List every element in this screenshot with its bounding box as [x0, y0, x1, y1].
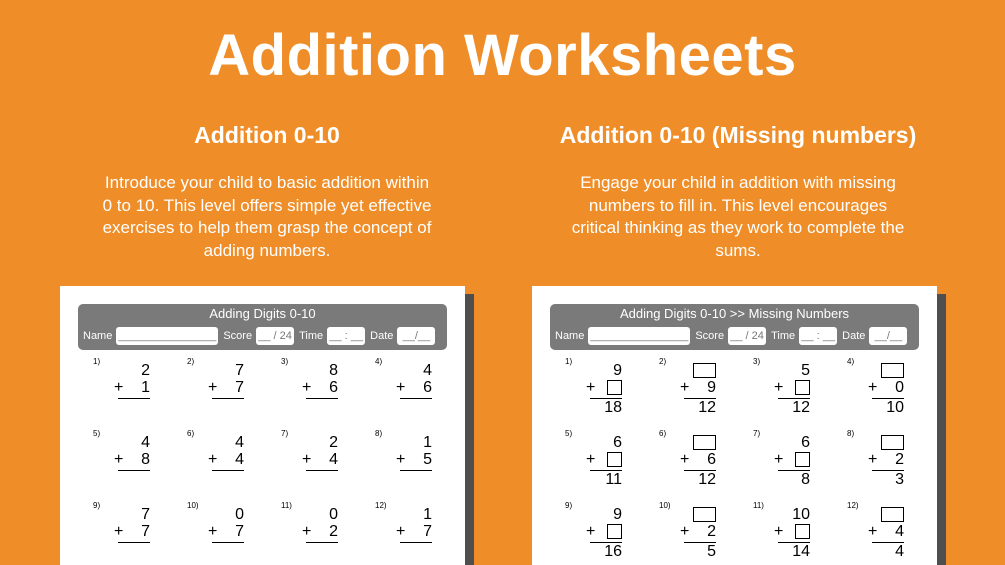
problem-item [174, 429, 262, 489]
problem-item [552, 357, 640, 417]
problem-number: 6) [187, 429, 195, 438]
right-desc-line: critical thinking as they work to complete the [571, 218, 905, 237]
problem-item [740, 429, 828, 489]
worksheet-header [550, 304, 919, 350]
problem-item [80, 357, 168, 417]
answer-line [118, 398, 150, 399]
problem-sum: 12 [698, 399, 716, 416]
plus-sign: + [396, 523, 406, 540]
problem-item [80, 501, 168, 561]
problem-addend-top: 0 [235, 506, 244, 523]
problem-item [834, 357, 922, 417]
problem-number: 11) [753, 501, 764, 510]
problem-item [268, 501, 356, 561]
problem-sum: 12 [792, 399, 810, 416]
problem-number: 7) [281, 429, 289, 438]
missing-number-box [607, 524, 622, 539]
problem-item [362, 429, 450, 489]
problem-item [174, 357, 262, 417]
left-desc-line: adding numbers. [203, 240, 331, 260]
problem-addend-bottom: 7 [235, 379, 244, 396]
problem-addend-bottom: 6 [707, 451, 716, 468]
right-desc-line: numbers to fill in. This level encourages [588, 195, 888, 215]
problem-number: 2) [659, 357, 667, 366]
problem-addend-bottom: 7 [141, 523, 150, 540]
problem-item [646, 501, 734, 561]
problem-number: 4) [375, 357, 383, 366]
worksheet-title: Adding Digits 0-10 >> Missing Numbers [619, 306, 850, 321]
problem-addend-bottom [607, 379, 622, 397]
missing-number-box [693, 507, 716, 522]
time-field: __ : __ [799, 327, 837, 345]
right-worksheet-preview[interactable] [532, 286, 937, 565]
answer-line [212, 398, 244, 399]
missing-number-box [693, 363, 716, 378]
problem-item [834, 429, 922, 489]
problem-item [268, 357, 356, 417]
plus-sign: + [868, 523, 878, 540]
problem-item [80, 429, 168, 489]
plus-sign: + [396, 379, 406, 396]
problem-addend-top [881, 362, 904, 380]
problem-number: 8) [847, 429, 855, 438]
plus-sign: + [208, 451, 218, 468]
plus-sign: + [302, 451, 312, 468]
plus-sign: + [114, 523, 124, 540]
problem-number: 4) [847, 357, 855, 366]
problem-addend-bottom: 0 [895, 379, 904, 396]
date-field: __/__ [397, 327, 435, 345]
problem-number: 6) [659, 429, 667, 438]
problem-number: 11) [281, 501, 292, 510]
problem-addend-bottom: 4 [235, 451, 244, 468]
problem-addend-top: 7 [235, 362, 244, 379]
problem-sum: 10 [886, 399, 904, 416]
right-desc-line: sums. [715, 240, 761, 260]
missing-number-box [607, 452, 622, 467]
score-field: __ / 24 [256, 327, 294, 345]
problem-addend-top: 1 [423, 434, 432, 451]
problem-addend-bottom: 8 [141, 451, 150, 468]
problem-addend-bottom: 4 [329, 451, 338, 468]
problem-sum: 12 [698, 471, 716, 488]
plus-sign: + [586, 379, 596, 396]
time-field: __ : __ [327, 327, 365, 345]
score-label: Score [695, 329, 725, 342]
problem-addend-bottom [795, 523, 810, 541]
left-worksheet-preview[interactable] [60, 286, 465, 565]
problem-addend-top: 10 [792, 506, 810, 523]
problem-addend-bottom: 2 [707, 523, 716, 540]
missing-number-box [881, 363, 904, 378]
answer-line [118, 542, 150, 543]
name-label: Name [83, 329, 113, 342]
right-heading: Addition 0-10 (Missing numbers) [559, 122, 917, 148]
problem-addend-bottom: 1 [141, 379, 150, 396]
problem-addend-bottom: 2 [329, 523, 338, 540]
answer-line [400, 398, 432, 399]
problem-addend-top: 7 [141, 506, 150, 523]
score-label: Score [223, 329, 253, 342]
plus-sign: + [302, 379, 312, 396]
problem-number: 1) [565, 357, 573, 366]
right-desc-line: Engage your child in addition with missing [580, 173, 896, 192]
problem-number: 9) [565, 501, 573, 510]
problem-sum: 5 [707, 543, 716, 560]
problem-addend-top: 0 [329, 506, 338, 523]
problem-number: 7) [753, 429, 761, 438]
plus-sign: + [586, 523, 596, 540]
left-heading: Addition 0-10 [194, 122, 340, 148]
problem-addend-top [693, 434, 716, 452]
missing-number-box [795, 380, 810, 395]
problem-sum: 8 [801, 471, 810, 488]
plus-sign: + [208, 379, 218, 396]
problem-item [174, 501, 262, 561]
worksheet-fields [83, 326, 440, 345]
problem-addend-top [693, 362, 716, 380]
plus-sign: + [302, 523, 312, 540]
problem-number: 9) [93, 501, 101, 510]
problem-addend-top: 1 [423, 506, 432, 523]
problem-addend-top: 2 [329, 434, 338, 451]
answer-line [400, 470, 432, 471]
date-field: __/__ [869, 327, 907, 345]
problem-number: 1) [93, 357, 101, 366]
problem-number: 10) [187, 501, 199, 510]
problem-number: 2) [187, 357, 195, 366]
page-title: Addition Worksheets [208, 23, 797, 88]
plus-sign: + [680, 523, 690, 540]
problem-addend-bottom: 7 [423, 523, 432, 540]
time-label: Time [299, 329, 324, 342]
problem-item [834, 501, 922, 561]
problem-item [552, 501, 640, 561]
missing-number-box [693, 435, 716, 450]
problem-number: 12) [847, 501, 859, 510]
problem-addend-bottom: 2 [895, 451, 904, 468]
problem-sum: 3 [895, 471, 904, 488]
left-desc-line: 0 to 10. This level offers simple yet effective [102, 195, 432, 215]
problem-addend-top: 6 [613, 434, 622, 451]
plus-sign: + [680, 451, 690, 468]
answer-line [118, 470, 150, 471]
score-field: __ / 24 [728, 327, 766, 345]
worksheet-header [78, 304, 447, 350]
problem-addend-bottom [607, 451, 622, 469]
problem-number: 5) [565, 429, 573, 438]
name-field: ________________ [116, 327, 218, 345]
problem-item [362, 501, 450, 561]
missing-number-box [881, 507, 904, 522]
plus-sign: + [868, 379, 878, 396]
problem-addend-top: 6 [801, 434, 810, 451]
problem-addend-bottom: 4 [895, 523, 904, 540]
problem-addend-top [693, 506, 716, 524]
problem-addend-bottom: 7 [235, 523, 244, 540]
plus-sign: + [868, 451, 878, 468]
problem-number: 3) [753, 357, 761, 366]
problem-number: 5) [93, 429, 101, 438]
answer-line [212, 542, 244, 543]
plus-sign: + [680, 379, 690, 396]
problem-addend-bottom [795, 451, 810, 469]
problem-number: 10) [659, 501, 671, 510]
problem-addend-top [881, 506, 904, 524]
answer-line [306, 470, 338, 471]
plus-sign: + [396, 451, 406, 468]
problem-number: 12) [375, 501, 387, 510]
problem-addend-bottom: 9 [707, 379, 716, 396]
left-desc-line: exercises to help them grasp the concept of [102, 218, 432, 237]
problem-number: 8) [375, 429, 383, 438]
name-label: Name [555, 329, 585, 342]
missing-number-box [795, 452, 810, 467]
problem-item [646, 429, 734, 489]
problem-addend-bottom: 5 [423, 451, 432, 468]
problem-item [268, 429, 356, 489]
problem-item [552, 429, 640, 489]
right-description [538, 172, 938, 262]
problem-addend-top: 2 [141, 362, 150, 379]
problem-sum: 4 [895, 543, 904, 560]
plus-sign: + [774, 523, 784, 540]
missing-number-box [881, 435, 904, 450]
problem-addend-bottom: 6 [423, 379, 432, 396]
missing-number-box [607, 380, 622, 395]
problem-addend-top [881, 434, 904, 452]
plus-sign: + [586, 451, 596, 468]
problem-addend-top: 8 [329, 362, 338, 379]
problem-addend-top: 4 [423, 362, 432, 379]
problem-addend-top: 4 [141, 434, 150, 451]
answer-line [400, 542, 432, 543]
plus-sign: + [114, 379, 124, 396]
problem-item [740, 501, 828, 561]
problem-sum: 11 [605, 471, 622, 488]
missing-number-box [795, 524, 810, 539]
plus-sign: + [774, 379, 784, 396]
problem-sum: 14 [792, 543, 810, 560]
date-label: Date [842, 329, 866, 342]
time-label: Time [771, 329, 796, 342]
problem-item [362, 357, 450, 417]
name-field: ________________ [588, 327, 690, 345]
problem-item [646, 357, 734, 417]
problem-addend-top: 9 [613, 362, 622, 379]
plus-sign: + [208, 523, 218, 540]
answer-line [306, 398, 338, 399]
answer-line [212, 470, 244, 471]
plus-sign: + [774, 451, 784, 468]
problem-item [740, 357, 828, 417]
date-label: Date [370, 329, 394, 342]
left-desc-line: Introduce your child to basic addition within [104, 173, 430, 192]
problem-addend-bottom [607, 523, 622, 541]
problem-sum: 18 [604, 399, 622, 416]
problem-addend-bottom [795, 379, 810, 397]
problem-number: 3) [281, 357, 289, 366]
problem-addend-top: 9 [613, 506, 622, 523]
answer-line [306, 542, 338, 543]
worksheet-title: Adding Digits 0-10 [209, 306, 316, 321]
worksheet-fields [555, 326, 912, 345]
left-description [67, 172, 467, 262]
problem-addend-bottom: 6 [329, 379, 338, 396]
plus-sign: + [114, 451, 124, 468]
problem-sum: 16 [604, 543, 622, 560]
problem-addend-top: 4 [235, 434, 244, 451]
problem-addend-top: 5 [801, 362, 810, 379]
